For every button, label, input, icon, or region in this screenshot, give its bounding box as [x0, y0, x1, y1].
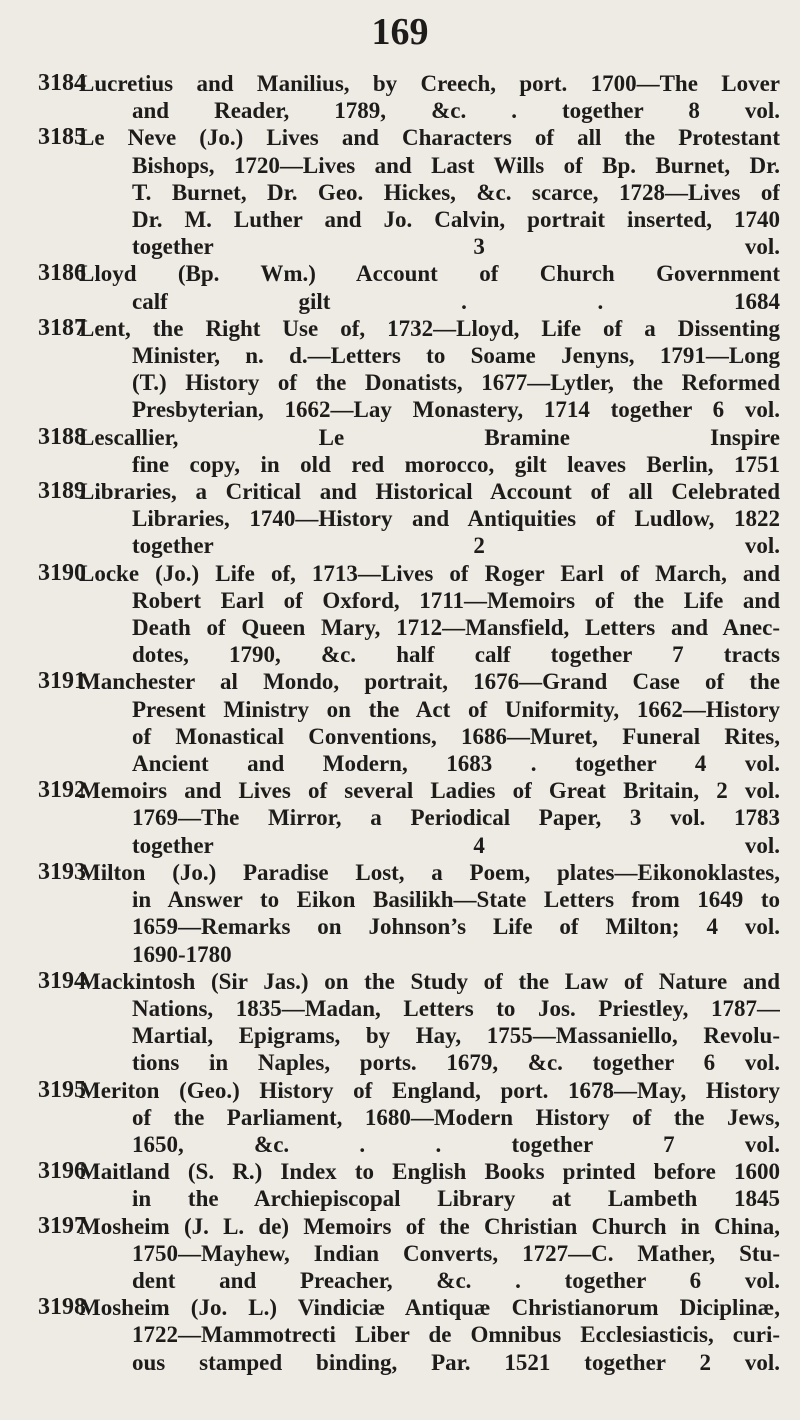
- catalogue-entry: [0, 777, 800, 859]
- entry-line: 1650, &c. . . together 7 vol.: [132, 1131, 780, 1157]
- lot-number: 3189: [38, 478, 86, 505]
- entry-line: Le Neve (Jo.) Lives and Characters of all the Protestant: [79, 125, 780, 151]
- lot-number: 3197: [38, 1212, 86, 1239]
- catalogue-entry: [0, 1213, 800, 1295]
- entry-line: Robert Earl of Oxford, 1711—Memoirs of the Life and: [132, 587, 780, 613]
- entry-line: Lloyd (Bp. Wm.) Account of Church Government: [79, 261, 780, 287]
- catalogue-entry: [0, 968, 800, 1077]
- entry-line: dent and Preacher, &c. . together 6 vol.: [132, 1267, 780, 1293]
- lot-number: 3188: [38, 423, 86, 450]
- catalogue-entry: [0, 424, 800, 478]
- entry-line: Memoirs and Lives of several Ladies of Great Britain, 2 vol.: [79, 778, 780, 804]
- entry-line: Meriton (Geo.) History of England, port. 1678—May, History: [79, 1077, 780, 1103]
- lot-number: 3184: [38, 70, 86, 96]
- entry-line: of the Parliament, 1680—Modern History of the Jews,: [132, 1104, 780, 1130]
- catalogue-entry: [0, 315, 800, 424]
- entry-line: Libraries, a Critical and Historical Account of all Celebrated: [79, 479, 780, 505]
- catalogue-entry: [0, 859, 800, 968]
- lot-number: 3185: [38, 124, 86, 151]
- entry-line: Manchester al Mondo, portrait, 1676—Grand Case of the: [79, 669, 780, 695]
- catalogue-entry: [0, 478, 800, 560]
- entry-line: Milton (Jo.) Paradise Lost, a Poem, plates—Eikonoklastes,: [79, 859, 780, 885]
- catalogue-entry: [0, 1158, 800, 1212]
- catalogue-entry: [0, 1294, 800, 1376]
- lot-number: 3196: [38, 1158, 86, 1185]
- entry-line: Minister, n. d.—Letters to Soame Jenyns, 1791—Long: [132, 343, 780, 369]
- entry-line: 1690-1780: [132, 941, 232, 967]
- catalogue-entry: [0, 560, 800, 669]
- entry-line: dotes, 1790, &c. half calf together 7 tracts: [132, 642, 780, 668]
- entry-line: Present Ministry on the Act of Uniformity, 1662—History: [132, 696, 780, 722]
- entry-line: Mosheim (J. L. de) Memoirs of the Christian Church in China,: [79, 1213, 780, 1239]
- entry-line: ous stamped binding, Par. 1521 together 2 vol.: [132, 1349, 780, 1375]
- entry-line: together 4 vol.: [132, 832, 780, 858]
- entry-line: in Answer to Eikon Basilikh—State Letters from 1649 to: [132, 887, 780, 913]
- entry-line: and Reader, 1789, &c. . together 8 vol.: [132, 98, 780, 124]
- lot-number: 3198: [38, 1294, 86, 1321]
- entry-line: (T.) History of the Donatists, 1677—Lytler, the Reformed: [132, 370, 780, 396]
- entry-line: Ancient and Modern, 1683 . together 4 vol.: [132, 751, 780, 777]
- entry-line: Death of Queen Mary, 1712—Mansfield, Letters and Anec-: [132, 615, 780, 641]
- catalogue-entry: [0, 1077, 800, 1159]
- entry-line: Lescallier, Le Bramine Inspire: [79, 424, 780, 450]
- lot-number: 3195: [38, 1076, 86, 1103]
- entry-line: Nations, 1835—Madan, Letters to Jos. Priestley, 1787—: [132, 995, 780, 1021]
- entry-line: 1769—The Mirror, a Periodical Paper, 3 vol. 1783: [132, 805, 780, 831]
- lot-number: 3194: [38, 967, 86, 994]
- lot-number: 3191: [38, 668, 86, 695]
- entry-line: 1659—Remarks on Johnson’s Life of Milton; 4 vol.: [132, 914, 780, 940]
- entry-line: Bishops, 1720—Lives and Last Wills of Bp. Burnet, Dr.: [132, 152, 780, 178]
- catalogue-entry: [0, 668, 800, 777]
- entry-line: Libraries, 1740—History and Antiquities of Ludlow, 1822: [132, 506, 780, 532]
- entry-line: T. Burnet, Dr. Geo. Hickes, &c. scarce, 1728—Lives of: [132, 179, 780, 205]
- entry-line: Maitland (S. R.) Index to English Books printed before 1600: [79, 1159, 780, 1185]
- entry-line: 1750—Mayhew, Indian Converts, 1727—C. Mather, Stu-: [132, 1240, 780, 1266]
- catalogue-entries: [0, 70, 800, 1376]
- entry-line: of Monastical Conventions, 1686—Muret, Funeral Rites,: [132, 723, 780, 749]
- entry-line: Locke (Jo.) Life of, 1713—Lives of Roger Earl of March, and: [79, 560, 780, 586]
- entry-line: tions in Naples, ports. 1679, &c. together 6 vol.: [132, 1050, 780, 1076]
- lot-number: 3190: [38, 559, 86, 586]
- entry-line: 1722—Mammotrecti Liber de Omnibus Ecclesiasticis, curi-: [132, 1322, 780, 1348]
- entry-line: Lent, the Right Use of, 1732—Lloyd, Life of a Dissenting: [79, 315, 780, 341]
- lot-number: 3192: [38, 777, 86, 804]
- entry-line: together 2 vol.: [132, 533, 780, 559]
- lot-number: 3187: [38, 314, 86, 341]
- entry-line: Mackintosh (Sir Jas.) on the Study of the Law of Nature and: [79, 968, 780, 994]
- entry-line: Presbyterian, 1662—Lay Monastery, 1714 together 6 vol.: [132, 397, 780, 423]
- catalogue-entry: [0, 70, 800, 124]
- catalogue-entry: [0, 124, 800, 260]
- entry-line: Martial, Epigrams, by Hay, 1755—Massaniello, Revolu-: [132, 1023, 780, 1049]
- entry-line: calf gilt . . 1684: [132, 288, 780, 314]
- lot-number: 3186: [38, 260, 86, 287]
- entry-line: Mosheim (Jo. L.) Vindiciæ Antiquæ Christianorum Diciplinæ,: [79, 1295, 780, 1321]
- catalogue-entry: [0, 260, 800, 314]
- entry-line: together 3 vol.: [132, 234, 780, 260]
- entry-line: fine copy, in old red morocco, gilt leaves Berlin, 1751: [132, 451, 780, 477]
- entry-line: Dr. M. Luther and Jo. Calvin, portrait inserted, 1740: [132, 207, 780, 233]
- entry-line: Lucretius and Manilius, by Creech, port. 1700—The Lover: [79, 71, 780, 96]
- page-number: 169: [371, 11, 429, 53]
- lot-number: 3193: [38, 858, 86, 885]
- entry-line: in the Archiepiscopal Library at Lambeth 1845: [132, 1186, 780, 1212]
